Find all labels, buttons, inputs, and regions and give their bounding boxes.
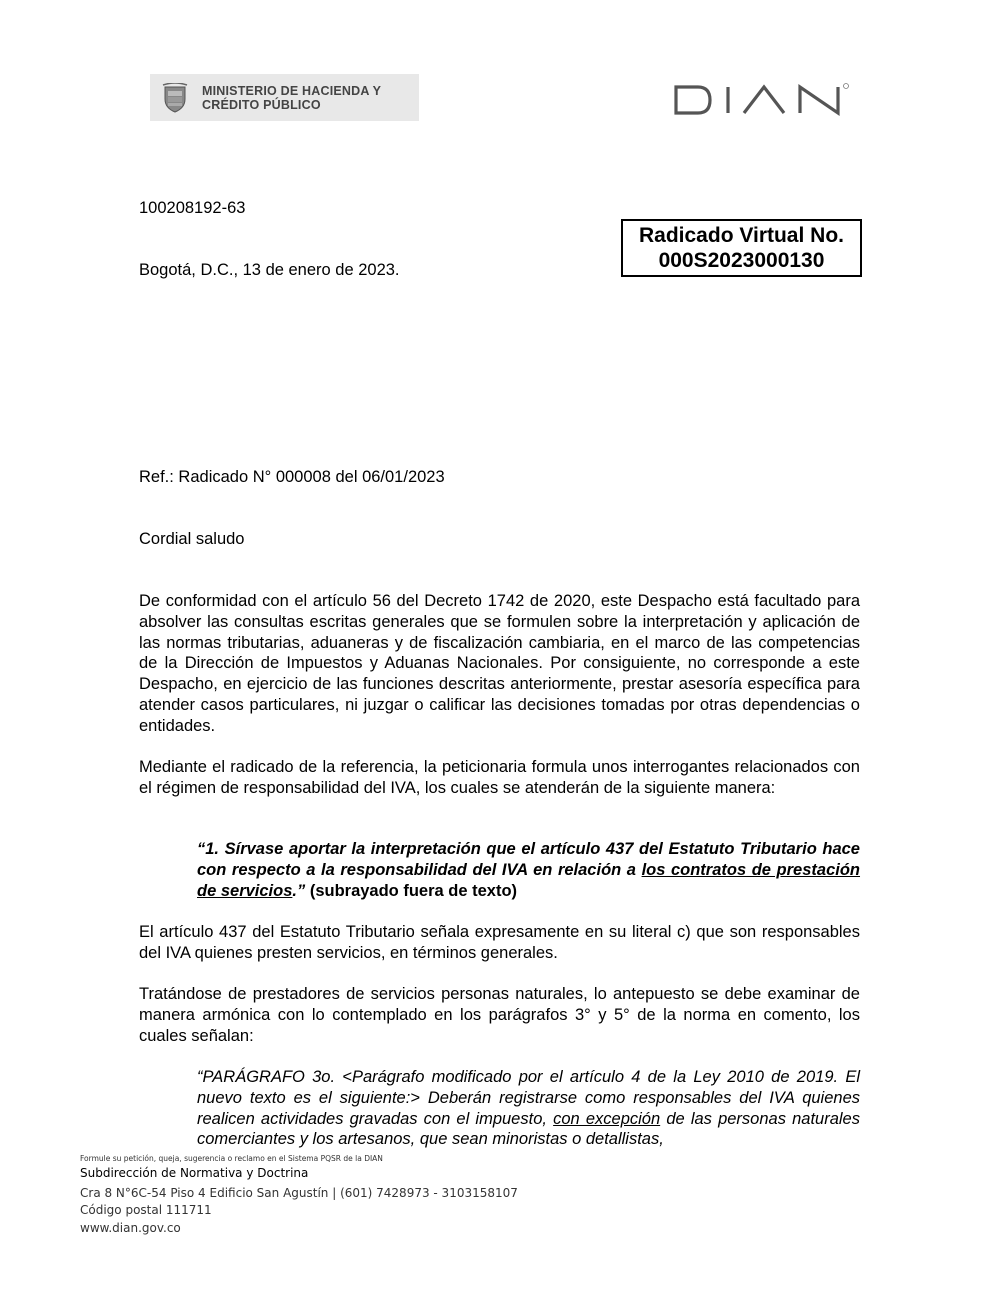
quote-2-continuation: de las personas naturales comerciantes y los artesanos, que sean minoristas o detallistas, <box>197 1109 860 1149</box>
quote-paragrafo-3 <box>197 1067 860 1150</box>
paragraph-3: El artículo 437 del Estatuto Tributario señala expresamente en su literal c) que son responsables del IVA quienes presten servicios, en términos generales. <box>139 923 860 962</box>
footer-postal-code: Código postal 111711 <box>80 1203 212 1217</box>
reference-line: Ref.: Radicado N° 000008 del 06/01/2023 <box>139 468 445 486</box>
ministerio-logo <box>150 74 419 121</box>
radicado-number: 000S2023000130 <box>658 249 825 272</box>
quote-1-underlined: los contratos de prestación de servicios <box>197 860 861 900</box>
paragraph-4: Tratándose de prestadores de servicios personas naturales, lo antepuesto se debe examinar de manera armónica con lo contemplado en los parágrafos 3° y 5° de la norma en comento, los cuales señalan: <box>139 985 860 1045</box>
document-date: Bogotá, D.C., 13 de enero de 2023. <box>139 261 400 279</box>
quote-1-close: .” <box>292 881 306 900</box>
ministerio-line1: MINISTERIO DE HACIENDA Y <box>202 83 382 98</box>
dian-logo <box>674 82 854 118</box>
radicado-box <box>621 219 862 277</box>
quote-2-underlined: con excepción <box>553 1109 661 1128</box>
footer-pqsr-note: Formule su petición, queja, sugerencia o reclamo en el Sistema PQSR de la DIAN <box>80 1154 383 1163</box>
paragraph-1: De conformidad con el artículo 56 del Decreto 1742 de 2020, este Despacho está facultado para absolver las consultas escritas generales que se formulen sobre la interpretación y aplicación de las normas tributarias, aduaneras y de fiscalización cambiaria, en el marco de las competencias de la Dirección de Impuestos y Aduanas Nacionales. Por consiguiente, no corresponde a este Despacho, en ejercicio de las funciones descritas anteriormente, prestar asesoría específica para atender casos particulares, ni juzgar o calificar las decisiones tomadas por otras dependencias o entidades. <box>139 592 860 735</box>
ministerio-line2: CRÉDITO PÚBLICO <box>202 97 321 112</box>
footer-address: Cra 8 N°6C-54 Piso 4 Edificio San Agustín | (601) 7428973 - 3103158107 <box>80 1186 518 1200</box>
paragraph-2: Mediante el radicado de la referencia, la peticionaria formula unos interrogantes relacionados con el régimen de responsabilidad del IVA, los cuales se atenderán de la siguiente manera: <box>139 758 860 797</box>
coat-of-arms-icon <box>162 83 188 113</box>
document-number: 100208192-63 <box>139 199 246 217</box>
ministerio-name <box>202 84 381 112</box>
footer-website-link[interactable]: www.dian.gov.co <box>80 1221 181 1235</box>
quote-question-1 <box>197 839 860 901</box>
quote-2-text: “PARÁGRAFO 3o. <Parágrafo modificado por el artículo 4 de la Ley 2010 de 2019. El nuevo texto es el siguiente:> Deberán registrarse como responsables del IVA quienes realicen actividades gravadas con el impuesto, <box>197 1068 860 1128</box>
quote-1-note: (subrayado fuera de texto) <box>305 881 518 900</box>
radicado-label: Radicado Virtual No. <box>639 224 844 247</box>
quote-1-text: “1. Sírvase aportar la interpretación que el artículo 437 del Estatuto Tributario hace con respecto a la responsabilidad del IVA en relación a <box>197 840 860 879</box>
footer-office: Subdirección de Normativa y Doctrina <box>80 1166 309 1180</box>
greeting: Cordial saludo <box>139 530 245 548</box>
